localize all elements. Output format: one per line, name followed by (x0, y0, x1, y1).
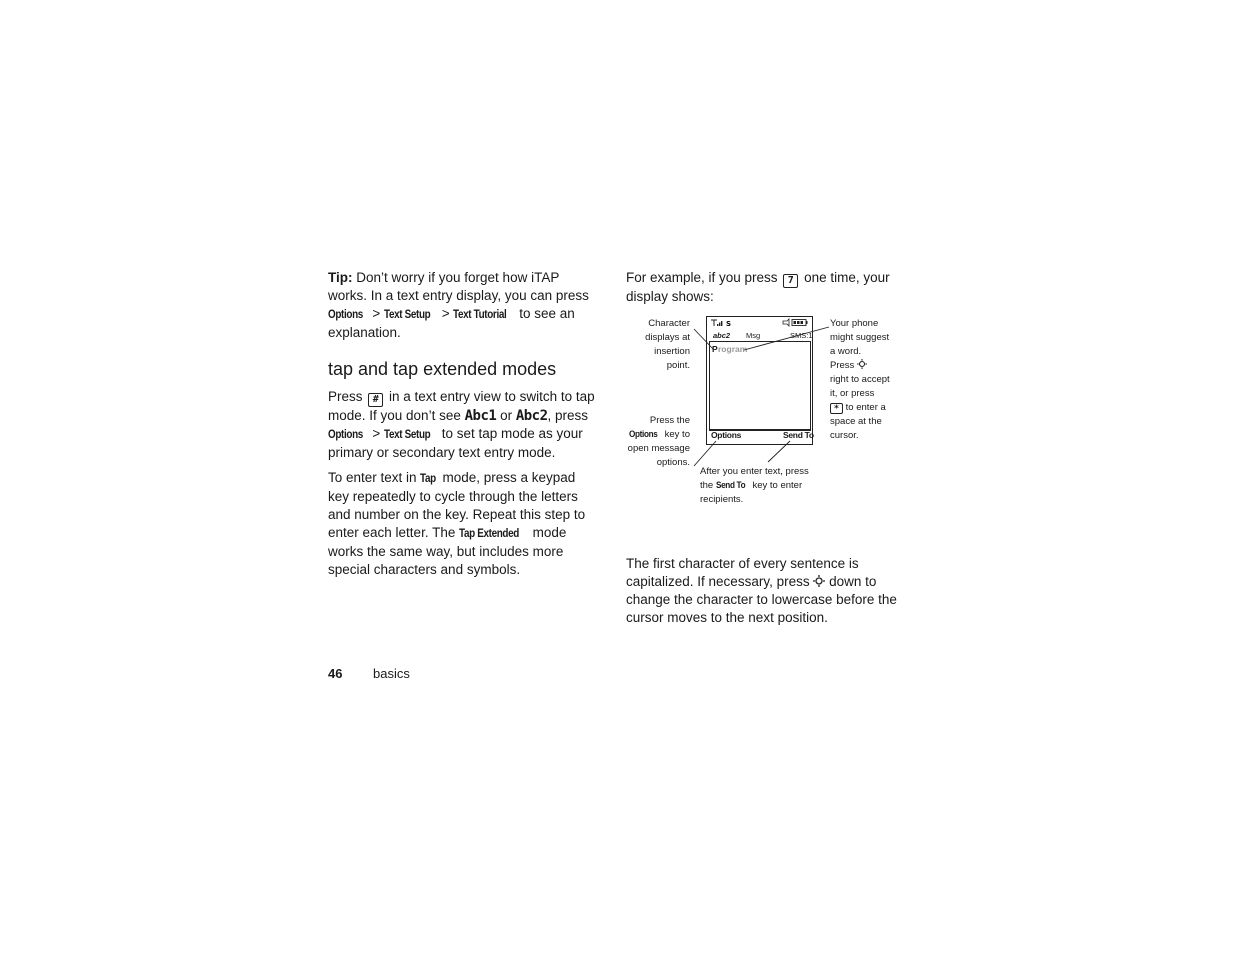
insertion-point-callout: Character displays at insertion point. (645, 318, 690, 371)
roaming-icon: S (726, 320, 732, 328)
options-softkey[interactable]: Options (711, 430, 742, 440)
send-to-callout: After you enter text, press the Send To key to enter recipients. (700, 466, 809, 505)
sms-counter: SMS:1 (790, 331, 813, 340)
example-paragraph: For example, if you press 7 one time, your display shows: (626, 270, 890, 304)
star-key-icon: * (830, 403, 843, 414)
text-tutorial-term: Text Tutorial (453, 309, 507, 321)
tip-paragraph: Tip: Don’t worry if you forget how iTAP works. In a text entry display, you can press Options > Text Setup > Text Tutorial to see an explanation. (328, 270, 589, 340)
inserted-character: P (712, 344, 718, 354)
options-key-callout: Press the Options key to open message options. (627, 415, 690, 468)
options-menu-term: Options (328, 429, 363, 441)
enter-text-paragraph: To enter text in Tap mode, press a keypad key repeatedly to cycle through the letters and number on the key. Repeat this step to enter each letter. The Tap Extended mode works the same way, but includes more special characters and symbols. (328, 470, 586, 577)
message-type-label: Msg (746, 331, 761, 340)
tip-label: Tip: (328, 270, 353, 285)
page-number: 46 (328, 666, 343, 681)
word-suggestion-callout: Your phone might suggest a word. Press right to accept it, or press * to enter a space at the cursor. (830, 318, 890, 441)
tap-mode-paragraph: Press # in a text entry view to switch to tap mode. If you don’t see Abc1 or Abc2, press Options > Text Setup to set tap mode as your primary or secondary text entry mode. (328, 389, 595, 460)
nav-key-icon (857, 359, 867, 369)
section-name: basics (373, 666, 410, 681)
abc1-mode-indicator: Abc1 (464, 408, 497, 424)
seven-key-icon: 7 (783, 274, 798, 288)
text-setup-term: Text Setup (384, 429, 431, 441)
entry-mode-indicator: abc2 (713, 331, 731, 340)
abc2-mode-indicator: Abc2 (515, 408, 548, 424)
text-setup-term: Text Setup (384, 309, 431, 321)
tap-extended-term: Tap Extended (459, 528, 520, 540)
send-to-softkey[interactable]: Send To (783, 430, 814, 440)
section-heading: tap and tap extended modes (328, 359, 557, 379)
options-menu-term: Options (328, 309, 363, 321)
capitalization-paragraph: The first character of every sentence is capitalized. If necessary, press down to change the character to lowercase before the cursor moves to the next position. (626, 556, 897, 625)
pound-key-icon: # (368, 393, 383, 407)
tap-term: Tap (420, 473, 437, 485)
suggested-word: rogram (718, 344, 748, 354)
